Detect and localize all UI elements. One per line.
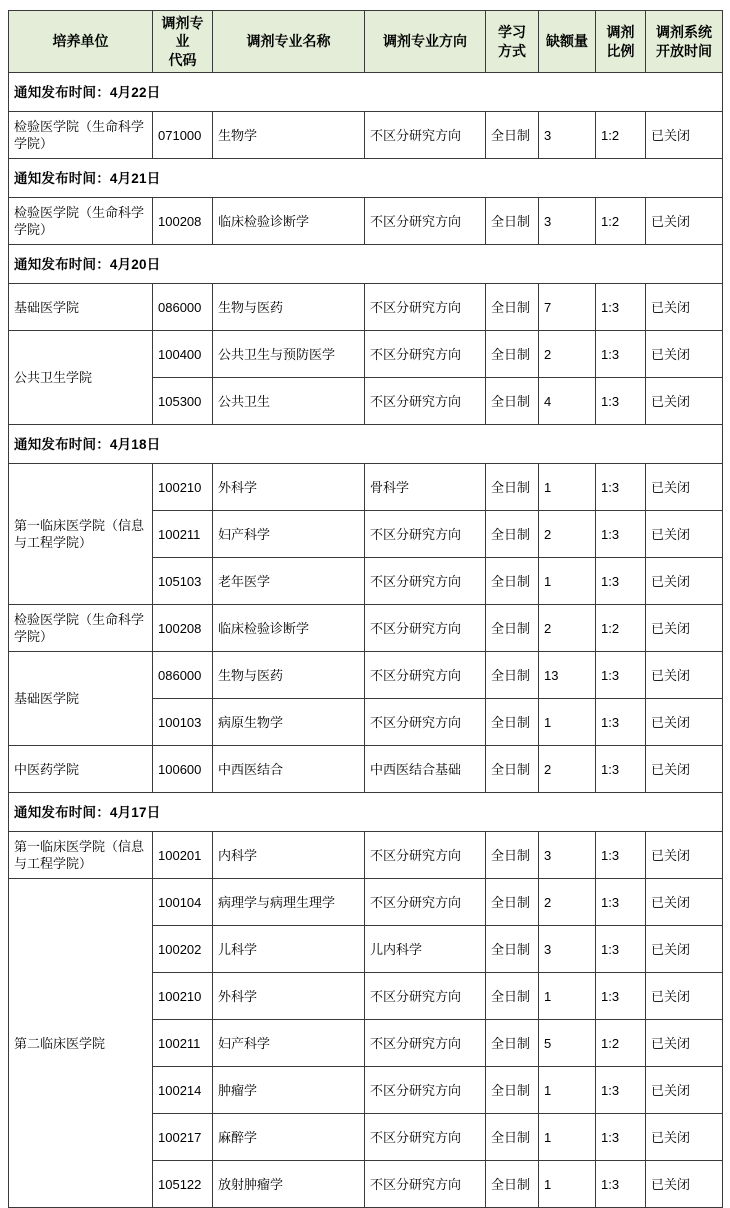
cell-open-time: 已关闭 [646, 1114, 723, 1161]
cell-training-unit: 检验医学院（生命科学学院） [9, 198, 153, 245]
cell-major-direction: 不区分研究方向 [365, 331, 486, 378]
cell-major-direction: 不区分研究方向 [365, 1020, 486, 1067]
cell-major-name: 临床检验诊断学 [213, 198, 365, 245]
column-header-study-mode [486, 11, 539, 73]
header-label-major-code-line2: 代码 [168, 51, 197, 68]
cell-open-time: 已关闭 [646, 973, 723, 1020]
cell-study-mode: 全日制 [486, 1114, 539, 1161]
cell-major-direction: 不区分研究方向 [365, 198, 486, 245]
cell-vacancy-count: 2 [539, 331, 596, 378]
cell-major-code: 105103 [153, 558, 213, 605]
table-row [9, 879, 723, 926]
cell-study-mode: 全日制 [486, 378, 539, 425]
cell-adjust-ratio: 1:3 [596, 1114, 646, 1161]
cell-major-direction: 不区分研究方向 [365, 1161, 486, 1208]
header-row [9, 11, 723, 73]
notice-date-label: 通知发布时间：4月20日 [9, 245, 723, 284]
table-row [9, 605, 723, 652]
cell-major-code: 105122 [153, 1161, 213, 1208]
cell-study-mode: 全日制 [486, 511, 539, 558]
cell-major-direction: 中西医结合基础 [365, 746, 486, 793]
cell-major-name: 中西医结合 [213, 746, 365, 793]
cell-vacancy-count: 2 [539, 605, 596, 652]
cell-open-time: 已关闭 [646, 112, 723, 159]
cell-adjust-ratio: 1:3 [596, 879, 646, 926]
cell-study-mode: 全日制 [486, 112, 539, 159]
cell-major-code: 100214 [153, 1067, 213, 1114]
table-row [9, 746, 723, 793]
cell-open-time: 已关闭 [646, 832, 723, 879]
cell-training-unit: 基础医学院 [9, 284, 153, 331]
cell-major-code: 086000 [153, 284, 213, 331]
cell-major-code: 105300 [153, 378, 213, 425]
cell-major-code: 100600 [153, 746, 213, 793]
cell-vacancy-count: 13 [539, 652, 596, 699]
cell-training-unit: 检验医学院（生命科学学院） [9, 605, 153, 652]
cell-major-code: 100104 [153, 879, 213, 926]
cell-adjust-ratio: 1:3 [596, 464, 646, 511]
cell-study-mode: 全日制 [486, 1020, 539, 1067]
notice-date-label: 通知发布时间：4月22日 [9, 73, 723, 112]
cell-open-time: 已关闭 [646, 331, 723, 378]
cell-major-code: 071000 [153, 112, 213, 159]
cell-vacancy-count: 2 [539, 511, 596, 558]
cell-major-direction: 不区分研究方向 [365, 1067, 486, 1114]
cell-adjust-ratio: 1:3 [596, 973, 646, 1020]
cell-training-unit: 第一临床医学院（信息与工程学院） [9, 464, 153, 605]
cell-major-name: 生物学 [213, 112, 365, 159]
cell-major-direction: 不区分研究方向 [365, 605, 486, 652]
cell-vacancy-count: 1 [539, 973, 596, 1020]
cell-adjust-ratio: 1:3 [596, 926, 646, 973]
cell-open-time: 已关闭 [646, 1161, 723, 1208]
cell-open-time: 已关闭 [646, 746, 723, 793]
cell-major-direction: 骨科学 [365, 464, 486, 511]
cell-study-mode: 全日制 [486, 1161, 539, 1208]
notice-date-row [9, 73, 723, 112]
cell-major-code: 100211 [153, 1020, 213, 1067]
header-label-major-name: 调剂专业名称 [246, 33, 331, 50]
header-label-study-mode-line1: 学习 [498, 24, 526, 41]
cell-study-mode: 全日制 [486, 699, 539, 746]
table-row [9, 652, 723, 699]
cell-study-mode: 全日制 [486, 832, 539, 879]
header-label-open-time-line2: 开放时间 [656, 42, 712, 59]
cell-study-mode: 全日制 [486, 284, 539, 331]
cell-study-mode: 全日制 [486, 652, 539, 699]
cell-major-direction: 不区分研究方向 [365, 112, 486, 159]
cell-study-mode: 全日制 [486, 879, 539, 926]
cell-adjust-ratio: 1:3 [596, 331, 646, 378]
cell-training-unit: 公共卫生学院 [9, 331, 153, 425]
cell-vacancy-count: 1 [539, 1114, 596, 1161]
cell-major-direction: 不区分研究方向 [365, 973, 486, 1020]
cell-major-direction: 不区分研究方向 [365, 1114, 486, 1161]
cell-training-unit: 中医药学院 [9, 746, 153, 793]
column-header-unit [9, 11, 153, 73]
cell-open-time: 已关闭 [646, 605, 723, 652]
cell-major-name: 临床检验诊断学 [213, 605, 365, 652]
cell-major-code: 100211 [153, 511, 213, 558]
cell-major-direction: 不区分研究方向 [365, 558, 486, 605]
table-row [9, 112, 723, 159]
cell-major-name: 肿瘤学 [213, 1067, 365, 1114]
cell-major-code: 100201 [153, 832, 213, 879]
header-label-ratio-line2: 比例 [606, 42, 635, 59]
cell-study-mode: 全日制 [486, 1067, 539, 1114]
cell-major-name: 妇产科学 [213, 511, 365, 558]
cell-major-direction: 不区分研究方向 [365, 832, 486, 879]
header-label-vacancy: 缺额量 [546, 33, 588, 50]
cell-major-direction: 儿内科学 [365, 926, 486, 973]
cell-vacancy-count: 4 [539, 378, 596, 425]
cell-vacancy-count: 3 [539, 198, 596, 245]
cell-study-mode: 全日制 [486, 331, 539, 378]
cell-major-direction: 不区分研究方向 [365, 699, 486, 746]
cell-open-time: 已关闭 [646, 198, 723, 245]
cell-study-mode: 全日制 [486, 198, 539, 245]
cell-vacancy-count: 2 [539, 746, 596, 793]
column-header-major-name [213, 11, 365, 73]
header-label-major-direction: 调剂专业方向 [383, 33, 467, 50]
cell-major-name: 放射肿瘤学 [213, 1161, 365, 1208]
cell-major-name: 外科学 [213, 464, 365, 511]
cell-major-code: 086000 [153, 652, 213, 699]
cell-vacancy-count: 5 [539, 1020, 596, 1067]
cell-vacancy-count: 7 [539, 284, 596, 331]
cell-major-name: 公共卫生与预防医学 [213, 331, 365, 378]
cell-vacancy-count: 1 [539, 699, 596, 746]
cell-adjust-ratio: 1:3 [596, 652, 646, 699]
header-label-ratio-line1: 调剂 [606, 24, 635, 41]
cell-adjust-ratio: 1:2 [596, 198, 646, 245]
cell-open-time: 已关闭 [646, 558, 723, 605]
cell-study-mode: 全日制 [486, 973, 539, 1020]
table-body [9, 73, 723, 1208]
cell-training-unit: 第二临床医学院 [9, 879, 153, 1208]
cell-adjust-ratio: 1:3 [596, 1067, 646, 1114]
notice-date-row [9, 425, 723, 464]
cell-study-mode: 全日制 [486, 605, 539, 652]
cell-major-direction: 不区分研究方向 [365, 378, 486, 425]
cell-open-time: 已关闭 [646, 284, 723, 331]
cell-major-code: 100208 [153, 198, 213, 245]
cell-vacancy-count: 2 [539, 879, 596, 926]
cell-major-code: 100217 [153, 1114, 213, 1161]
cell-major-name: 儿科学 [213, 926, 365, 973]
cell-open-time: 已关闭 [646, 926, 723, 973]
column-header-vacancy [539, 11, 596, 73]
table-row [9, 464, 723, 511]
cell-adjust-ratio: 1:3 [596, 511, 646, 558]
cell-training-unit: 基础医学院 [9, 652, 153, 746]
column-header-major-direction [365, 11, 486, 73]
cell-major-name: 病理学与病理生理学 [213, 879, 365, 926]
notice-date-row [9, 245, 723, 284]
cell-major-name: 麻醉学 [213, 1114, 365, 1161]
cell-adjust-ratio: 1:3 [596, 699, 646, 746]
cell-adjust-ratio: 1:3 [596, 378, 646, 425]
cell-major-direction: 不区分研究方向 [365, 284, 486, 331]
cell-open-time: 已关闭 [646, 879, 723, 926]
table-row [9, 832, 723, 879]
column-header-major-code [153, 11, 213, 73]
cell-major-direction: 不区分研究方向 [365, 652, 486, 699]
notice-date-row [9, 793, 723, 832]
cell-vacancy-count: 3 [539, 112, 596, 159]
cell-training-unit: 检验医学院（生命科学学院） [9, 112, 153, 159]
cell-vacancy-count: 1 [539, 1161, 596, 1208]
table-row [9, 198, 723, 245]
cell-major-code: 100208 [153, 605, 213, 652]
cell-major-direction: 不区分研究方向 [365, 879, 486, 926]
cell-adjust-ratio: 1:3 [596, 746, 646, 793]
cell-study-mode: 全日制 [486, 558, 539, 605]
cell-major-name: 老年医学 [213, 558, 365, 605]
notice-date-label: 通知发布时间：4月17日 [9, 793, 723, 832]
cell-major-code: 100202 [153, 926, 213, 973]
header-label-study-mode-line2: 方式 [498, 42, 526, 59]
cell-study-mode: 全日制 [486, 926, 539, 973]
cell-major-name: 内科学 [213, 832, 365, 879]
cell-major-code: 100400 [153, 331, 213, 378]
adjustment-quota-table [8, 10, 723, 1208]
cell-major-code: 100103 [153, 699, 213, 746]
table-row [9, 331, 723, 378]
cell-major-name: 妇产科学 [213, 1020, 365, 1067]
cell-study-mode: 全日制 [486, 746, 539, 793]
cell-study-mode: 全日制 [486, 464, 539, 511]
cell-adjust-ratio: 1:3 [596, 1161, 646, 1208]
cell-training-unit: 第一临床医学院（信息与工程学院） [9, 832, 153, 879]
cell-adjust-ratio: 1:2 [596, 112, 646, 159]
cell-open-time: 已关闭 [646, 464, 723, 511]
cell-open-time: 已关闭 [646, 699, 723, 746]
cell-major-name: 外科学 [213, 973, 365, 1020]
notice-date-label: 通知发布时间：4月18日 [9, 425, 723, 464]
cell-major-direction: 不区分研究方向 [365, 511, 486, 558]
cell-major-name: 生物与医药 [213, 284, 365, 331]
column-header-ratio [596, 11, 646, 73]
cell-adjust-ratio: 1:2 [596, 1020, 646, 1067]
cell-major-name: 公共卫生 [213, 378, 365, 425]
cell-vacancy-count: 1 [539, 558, 596, 605]
cell-adjust-ratio: 1:3 [596, 832, 646, 879]
cell-open-time: 已关闭 [646, 1067, 723, 1114]
cell-vacancy-count: 3 [539, 832, 596, 879]
notice-date-row [9, 159, 723, 198]
header-label-unit: 培养单位 [52, 33, 109, 50]
cell-major-name: 生物与医药 [213, 652, 365, 699]
cell-open-time: 已关闭 [646, 1020, 723, 1067]
cell-major-code: 100210 [153, 973, 213, 1020]
cell-vacancy-count: 1 [539, 464, 596, 511]
table-row [9, 284, 723, 331]
header-label-major-code-line1: 调剂专业 [161, 15, 204, 50]
cell-adjust-ratio: 1:2 [596, 605, 646, 652]
cell-major-code: 100210 [153, 464, 213, 511]
cell-adjust-ratio: 1:3 [596, 558, 646, 605]
cell-open-time: 已关闭 [646, 652, 723, 699]
table-header [9, 11, 723, 73]
notice-date-label: 通知发布时间：4月21日 [9, 159, 723, 198]
cell-open-time: 已关闭 [646, 378, 723, 425]
column-header-open-time [646, 11, 723, 73]
cell-adjust-ratio: 1:3 [596, 284, 646, 331]
cell-vacancy-count: 3 [539, 926, 596, 973]
cell-open-time: 已关闭 [646, 511, 723, 558]
cell-vacancy-count: 1 [539, 1067, 596, 1114]
header-label-open-time-line1: 调剂系统 [656, 24, 712, 41]
cell-major-name: 病原生物学 [213, 699, 365, 746]
